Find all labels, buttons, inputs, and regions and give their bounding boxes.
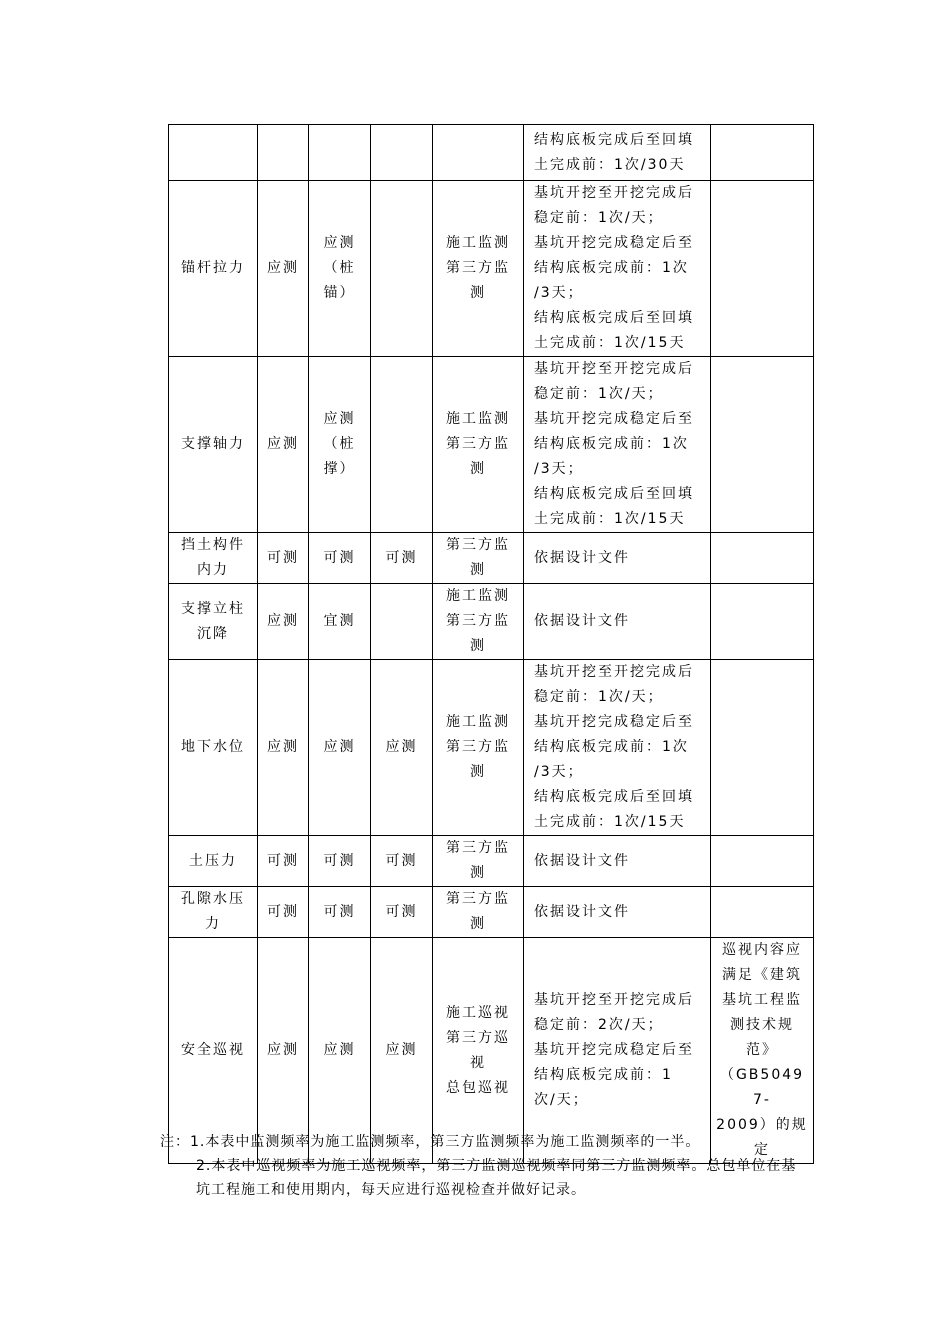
frequency-cell: 基坑开挖至开挖完成后 稳定前：2次/天； 基坑开挖完成稳定后至 结构底板完成前：1 次/天； bbox=[524, 938, 711, 1164]
table-row bbox=[169, 660, 814, 836]
item-cell: 土压力 bbox=[169, 836, 258, 887]
frequency-cell: 基坑开挖至开挖完成后 稳定前：1次/天； 基坑开挖完成稳定后至 结构底板完成前：1次 /3天； 结构底板完成后至回填 土完成前：1次/15天 bbox=[524, 660, 711, 836]
item-cell: 支撑轴力 bbox=[169, 357, 258, 533]
frequency-cell: 依据设计文件 bbox=[524, 533, 711, 584]
party-cell: 施工巡视 第三方巡 视 总包巡视 bbox=[433, 938, 524, 1164]
table-row bbox=[169, 836, 814, 887]
level2-cell: 应测 （桩 锚） bbox=[309, 181, 371, 357]
table-row bbox=[169, 357, 814, 533]
level1-cell: 应测 bbox=[258, 357, 309, 533]
party-cell: 施工监测 第三方监 测 bbox=[433, 357, 524, 533]
item-cell: 安全巡视 bbox=[169, 938, 258, 1164]
frequency-cell: 基坑开挖至开挖完成后 稳定前：1次/天； 基坑开挖完成稳定后至 结构底板完成前：1次 /3天； 结构底板完成后至回填 土完成前：1次/15天 bbox=[524, 357, 711, 533]
item-cell: 挡土构件 内力 bbox=[169, 533, 258, 584]
level1-cell bbox=[258, 125, 309, 181]
party-cell bbox=[433, 125, 524, 181]
frequency-cell: 依据设计文件 bbox=[524, 887, 711, 938]
remark-cell bbox=[711, 357, 814, 533]
level3-cell: 可测 bbox=[371, 887, 433, 938]
monitoring-table bbox=[168, 124, 814, 1164]
table-row bbox=[169, 584, 814, 660]
remark-cell bbox=[711, 660, 814, 836]
remark-cell: 巡视内容应 满足《建筑 基坑工程监 测技术规 范》 （GB50497- 2009）的规 定 bbox=[711, 938, 814, 1164]
item-cell: 支撑立柱 沉降 bbox=[169, 584, 258, 660]
level1-cell: 应测 bbox=[258, 584, 309, 660]
remark-cell bbox=[711, 887, 814, 938]
remark-cell bbox=[711, 533, 814, 584]
frequency-cell: 结构底板完成后至回填 土完成前：1次/30天 bbox=[524, 125, 711, 181]
frequency-cell: 依据设计文件 bbox=[524, 584, 711, 660]
party-cell: 第三方监 测 bbox=[433, 887, 524, 938]
level2-cell: 应测 （桩 撑） bbox=[309, 357, 371, 533]
level2-cell: 应测 bbox=[309, 938, 371, 1164]
level3-cell bbox=[371, 125, 433, 181]
table-notes bbox=[160, 1130, 800, 1202]
item-cell: 孔隙水压 力 bbox=[169, 887, 258, 938]
level3-cell: 应测 bbox=[371, 938, 433, 1164]
level3-cell: 可测 bbox=[371, 533, 433, 584]
level2-cell: 可测 bbox=[309, 533, 371, 584]
party-cell: 第三方监 测 bbox=[433, 533, 524, 584]
table-row bbox=[169, 125, 814, 181]
party-cell: 施工监测 第三方监 测 bbox=[433, 584, 524, 660]
level2-cell: 宜测 bbox=[309, 584, 371, 660]
level1-cell: 应测 bbox=[258, 660, 309, 836]
item-cell: 地下水位 bbox=[169, 660, 258, 836]
remark-cell bbox=[711, 584, 814, 660]
frequency-cell: 依据设计文件 bbox=[524, 836, 711, 887]
level3-cell bbox=[371, 584, 433, 660]
party-cell: 施工监测 第三方监 测 bbox=[433, 181, 524, 357]
level2-cell bbox=[309, 125, 371, 181]
level1-cell: 应测 bbox=[258, 181, 309, 357]
remark-cell bbox=[711, 181, 814, 357]
note-2: 2.本表中巡视频率为施工巡视频率，第三方监测巡视频率同第三方监测频率。总包单位在基坑工程施工和使用期内，每天应进行巡视检查并做好记录。 bbox=[196, 1158, 797, 1198]
level3-cell: 应测 bbox=[371, 660, 433, 836]
level1-cell: 可测 bbox=[258, 887, 309, 938]
level3-cell bbox=[371, 357, 433, 533]
item-cell: 锚杆拉力 bbox=[169, 181, 258, 357]
frequency-cell: 基坑开挖至开挖完成后 稳定前：1次/天； 基坑开挖完成稳定后至 结构底板完成前：1次 /3天； 结构底板完成后至回填 土完成前：1次/15天 bbox=[524, 181, 711, 357]
level2-cell: 可测 bbox=[309, 836, 371, 887]
remark-cell bbox=[711, 125, 814, 181]
level2-cell: 可测 bbox=[309, 887, 371, 938]
item-cell bbox=[169, 125, 258, 181]
note-1: 注：1.本表中监测频率为施工监测频率，第三方监测频率为施工监测频率的一半。 bbox=[160, 1134, 701, 1150]
level1-cell: 可测 bbox=[258, 533, 309, 584]
remark-cell bbox=[711, 836, 814, 887]
table-row bbox=[169, 887, 814, 938]
level1-cell: 可测 bbox=[258, 836, 309, 887]
level3-cell: 可测 bbox=[371, 836, 433, 887]
table-row bbox=[169, 181, 814, 357]
party-cell: 第三方监 测 bbox=[433, 836, 524, 887]
party-cell: 施工监测 第三方监 测 bbox=[433, 660, 524, 836]
level3-cell bbox=[371, 181, 433, 357]
level2-cell: 应测 bbox=[309, 660, 371, 836]
level1-cell: 应测 bbox=[258, 938, 309, 1164]
table-row bbox=[169, 533, 814, 584]
